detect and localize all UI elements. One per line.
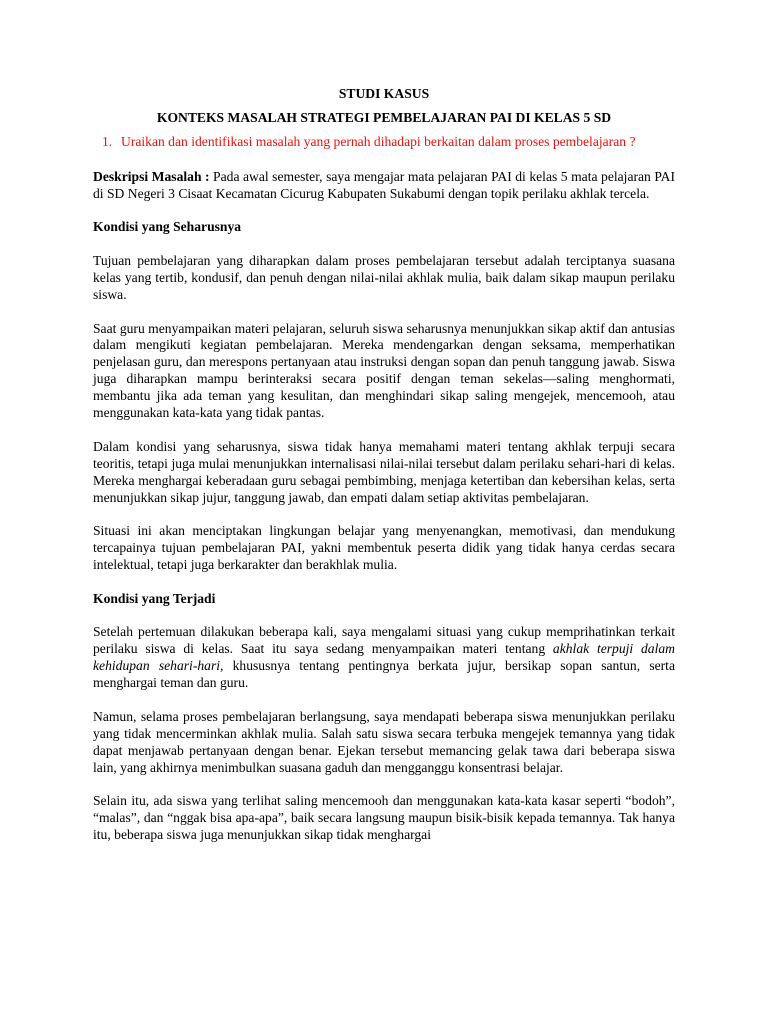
terjadi-paragraph: Namun, selama proses pembelajaran berlangsung, saya mendapati beberapa siswa menunjukkan perilaku yang tidak mencerminkan akhlak mulia. Salah satu siswa secara terbuka mengejek temannya yang tidak dapat menjawab pertanyaan dengan benar. Ejekan tersebut memancing gelak tawa dari beberapa siswa lain, yang akhirnya menimbulkan suasana gaduh dan mengganggu konsentrasi belajar. (93, 708, 675, 775)
terjadi-p1-italic: akhlak terpuji dalam kehidupan sehari-hari (93, 641, 675, 674)
terjadi-p1-after: , khususnya tentang pentingnya berkata jujur, bersikap sopan santun, serta menghargai teman dan guru. (93, 658, 675, 691)
document-subtitle: KONTEKS MASALAH STRATEGI PEMBELAJARAN PAI DI KELAS 5 SD (156, 109, 612, 125)
question-text: Uraikan dan identifikasi masalah yang pernah dihadapi berkaitan dalam proses pembelajaran ? (121, 133, 636, 149)
deskripsi-paragraph (93, 169, 675, 203)
deskripsi-text: Pada awal semester, saya mengajar mata pelajaran PAI di kelas 5 mata pelajaran PAI di SD Negeri 3 Cisaat Kecamatan Cicurug Kabupaten Sukabumi dengan topik perilaku akhlak tercela. (93, 168, 675, 201)
deskripsi-label: Deskripsi Masalah : (93, 168, 210, 184)
heading-terjadi: Kondisi yang Terjadi (93, 590, 216, 606)
question-number: 1. (102, 133, 113, 149)
terjadi-p1-before: Setelah pertemuan dilakukan beberapa kali, saya mengalami situasi yang cukup memprihatinkan terkait perilaku siswa di kelas. Saat itu saya sedang menyampaikan materi tentang (93, 624, 675, 657)
heading-seharusnya: Kondisi yang Seharusnya (93, 219, 242, 235)
seharusnya-paragraph: Dalam kondisi yang seharusnya, siswa tidak hanya memahami materi tentang akhlak terpuji secara teoritis, tetapi juga mulai menunjukkan internalisasi nilai-nilai tersebut dalam perilaku sehari-hari di kelas. Mereka menghargai keberadaan guru sebagai pembimbing, menjaga ketertiban dan kebersihan kelas, serta menunjukkan sikap jujur, tanggung jawab, dan empati dalam setiap aktivitas pembelajaran. (93, 438, 675, 505)
seharusnya-paragraph: Situasi ini akan menciptakan lingkungan belajar yang menyenangkan, memotivasi, dan mendukung tercapainya tujuan pembelajaran PAI, yakni membentuk peserta didik yang tidak hanya cerdas secara intelektual, tetapi juga berkarakter dan berakhlak mulia. (93, 523, 675, 573)
terjadi-paragraph (93, 624, 675, 692)
document-page (93, 86, 675, 861)
question-item (93, 134, 675, 151)
terjadi-paragraph: Selain itu, ada siswa yang terlihat saling mencemooh dan menggunakan kata-kata kasar seperti “bodoh”, “malas”, dan “nggak bisa apa-apa”, baik secara langsung maupun bisik-bisik kepada temannya. Tak hanya itu, beberapa siswa juga menunjukkan sikap tidak menghargai (93, 793, 675, 843)
seharusnya-paragraph: Tujuan pembelajaran yang diharapkan dalam proses pembelajaran tersebut adalah terciptanya suasana kelas yang tertib, kondusif, dan penuh dengan nilai-nilai akhlak mulia, baik dalam sikap maupun perilaku siswa. (93, 253, 675, 302)
seharusnya-paragraph: Saat guru menyampaikan materi pelajaran, seluruh siswa seharusnya menunjukkan sikap aktif dan antusias dalam mengikuti kegiatan pembelajaran. Mereka mendengarkan dengan seksama, memperhatikan penjelasan guru, dan merespons pertanyaan atau instruksi dengan sopan dan penuh tanggung jawab. Siswa juga diharapkan mampu berinteraksi secara positif dengan teman sekelas—saling menghormati, membantu jika ada teman yang kesulitan, dan menghindari sikap saling mengejek, mencemooh, atau menggunakan kata-kata yang tidak pantas. (93, 320, 675, 421)
document-title: STUDI KASUS (338, 86, 430, 101)
